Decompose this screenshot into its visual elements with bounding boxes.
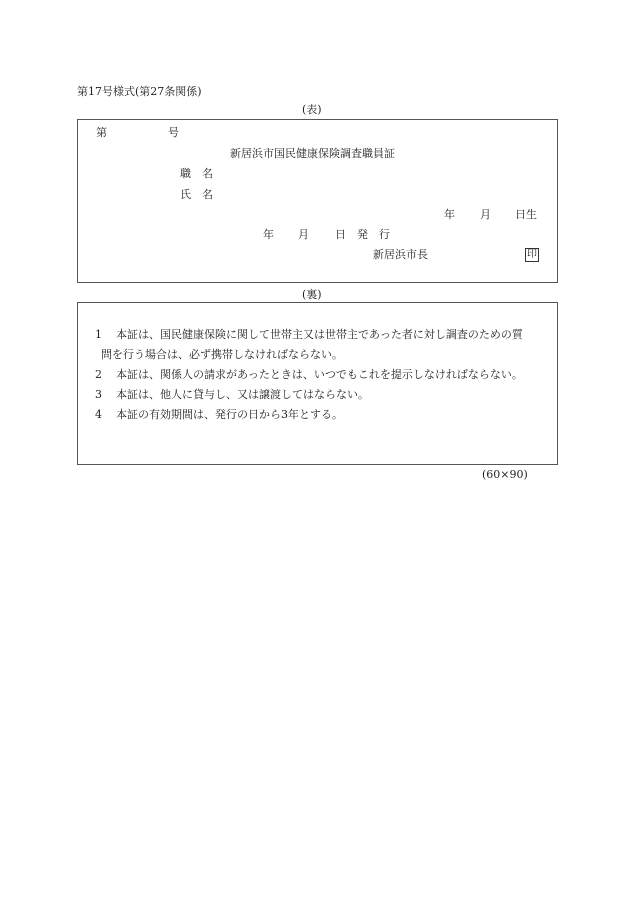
back-item-4 [95, 409, 343, 420]
issue-month-label: 月 [298, 228, 309, 241]
number-prefix: 第 [96, 126, 107, 139]
position-label: 職 名 [180, 167, 213, 180]
back-section-label: (裏) [302, 288, 322, 301]
front-card [77, 119, 558, 283]
item-number: 3 [95, 388, 102, 401]
seal-mark: 印 [527, 249, 537, 260]
number-suffix: 号 [168, 126, 179, 139]
back-item-1 [95, 329, 523, 340]
issuer-name: 新居浜市長 [373, 248, 428, 261]
issue-label: 発 行 [357, 228, 390, 241]
item-number: 4 [95, 408, 102, 421]
form-number: 第17号様式(第27条関係) [77, 85, 202, 98]
back-item-2 [95, 369, 523, 380]
birth-month-label: 月 [480, 208, 491, 221]
birth-day-label: 日生 [515, 208, 537, 221]
birth-year-label: 年 [444, 208, 455, 221]
item-text: 本証は、関係人の請求があったときは、いつでもこれを提示しなければならない。 [116, 368, 523, 381]
item-text: 本証は、国民健康保険に関して世帯主又は世帯主であった者に対し調査のための質 [116, 328, 523, 341]
back-card [77, 302, 558, 465]
issue-day-label: 日 [335, 228, 346, 241]
issue-year-label: 年 [263, 228, 274, 241]
back-item-3 [95, 389, 369, 400]
item-text: 本証の有効期間は、発行の日から3年とする。 [116, 408, 343, 421]
name-label: 氏 名 [180, 188, 213, 201]
item-number: 1 [95, 328, 102, 341]
item-number: 2 [95, 368, 102, 381]
back-item-1-continuation: 問を行う場合は、必ず携帯しなければならない。 [101, 348, 343, 361]
item-text: 本証は、他人に貸与し、又は譲渡してはならない。 [116, 388, 369, 401]
size-note: (60×90) [482, 468, 528, 481]
card-title: 新居浜市国民健康保険調査職員証 [230, 147, 395, 160]
front-section-label: (表) [302, 103, 322, 116]
